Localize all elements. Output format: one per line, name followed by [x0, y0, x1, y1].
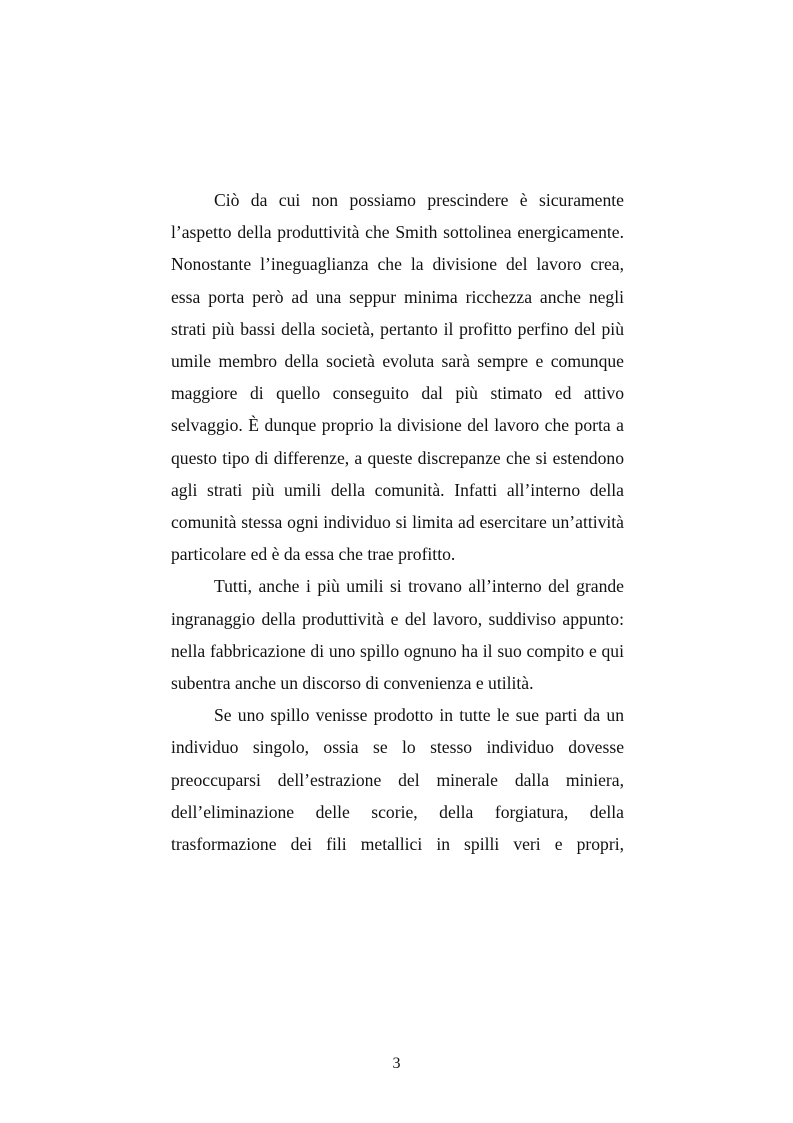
paragraph-3: Se uno spillo venisse prodotto in tutte le sue parti da un individuo singolo, ossia se lo stesso individuo dovesse preoccuparsi dell’estrazione del minerale dalla miniera, dell’eliminazione delle scorie, della forgiatura, della trasformazione dei fili metallici in spilli veri e propri, — [171, 705, 624, 855]
paragraph-1: Ciò da cui non possiamo prescindere è sicuramente l’aspetto della produttività che Smith sottolinea energicamente. Nonostante l’ineguaglianza che la divisione del lavoro crea, essa porta però ad una seppur minima ricchezza anche negli strati più bassi della società, pertanto il profitto perfino del più umile membro della società evoluta sarà sempre e comunque maggiore di quello conseguito dal più stimato ed attivo selvaggio. È dunque proprio la divisione del lavoro che porta a questo tipo di differenze, a queste discrepanze che si estendono agli strati più umili della comunità. Infatti all’interno della comunità stessa ogni individuo si limita ad esercitare un’attività particolare ed è da essa che trae profitto. — [171, 190, 624, 565]
body-text — [171, 184, 624, 860]
page-number: 3 — [392, 1055, 401, 1072]
paragraph-2: Tutti, anche i più umili si trovano all’interno del grande ingranaggio della produttività e del lavoro, suddiviso appunto: nella fabbricazione di uno spillo ognuno ha il suo compito e qui subentra anche un discorso di convenienza e utilità. — [171, 576, 624, 694]
